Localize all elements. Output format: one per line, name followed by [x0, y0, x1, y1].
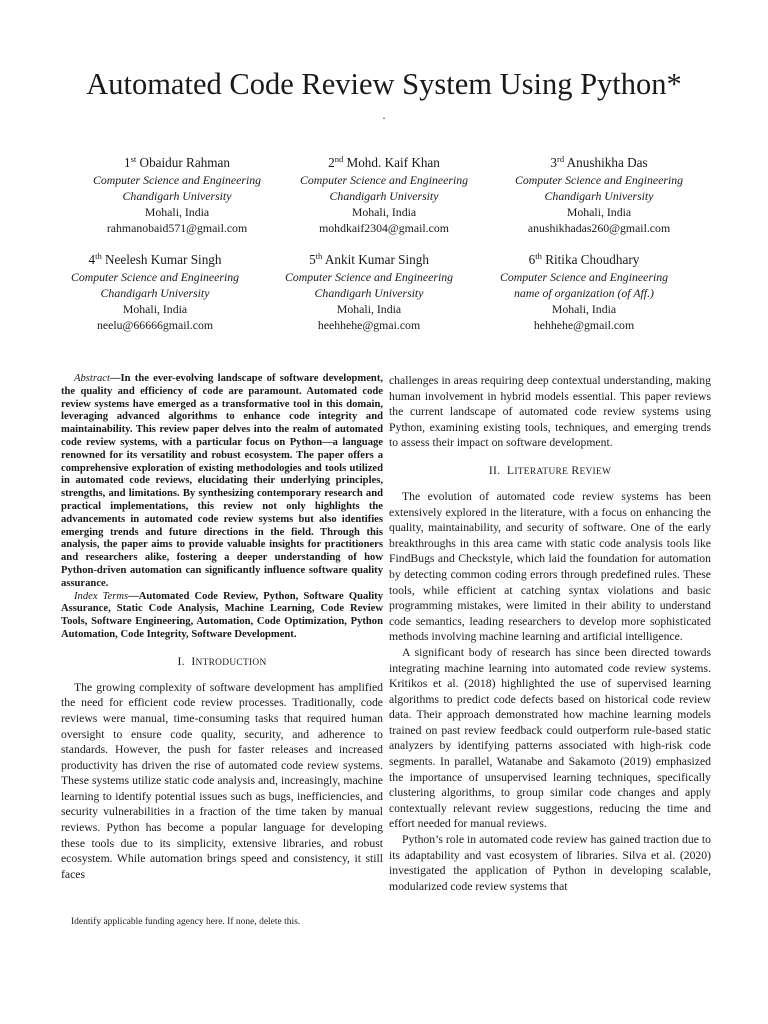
author-department: Computer Science and Engineering	[514, 173, 684, 187]
author-email: heehhehe@gmai.com	[317, 318, 421, 332]
literature-paragraph-1: The evolution of automated code review systems has been extensively explored in the literature, with a focus on enhancing the quality, maintainability, and security of software. One of the early breakthroughs in this area came with static code analysis tools like FindBugs and Checkstyle, which laid the foundation for automation by detecting common coding errors through predefined rules. These tools, while efficient at catching syntax violations and basic programming mistakes, were limited in their ability to understand code semantics, leading researchers to develop more sophisticated methods involving machine learning and artificial intelligence.	[389, 489, 711, 644]
abstract	[61, 373, 383, 591]
author-department: Computer Science and Engineering	[70, 270, 240, 284]
index-terms	[61, 591, 383, 642]
funding-footnote: Identify applicable funding agency here. If none, delete this.	[71, 917, 301, 927]
author-department: Computer Science and Engineering	[299, 173, 469, 187]
abstract-text: —In the ever-evolving landscape of software development, the quality and efficiency of code are paramount. Automated code review systems have emerged as a transformative tool in this domain, leveraging advanced algorithms to enhance code integrity and maintainability. This review paper delves into the realm of automated code review systems, with a particular focus on Python—a language renowned for its versatility and robust ecosystem. The paper offers a comprehensive exploration of existing methodologies and tools utilized in automated code reviews, elucidating their underlying principles, strengths, and limitations. By synthesizing contemporary research and practical implementations, this review not only highlights the advancements in automated code review systems but also identifies emerging trends and future directions in the field. Through this analysis, the paper aims to provide valuable insights for practitioners and researchers alike, fostering a deeper understanding of how Python-driven automation can significantly influence software quality assurance.	[61, 373, 383, 589]
author-department: Computer Science and Engineering	[499, 270, 669, 284]
left-column	[61, 373, 383, 882]
author-organization: Chandigarh University	[329, 189, 439, 203]
author-email: anushikhadas260@gmail.com	[527, 221, 671, 235]
author-6	[459, 251, 709, 333]
author-5	[244, 251, 494, 333]
title-footnote-mark: .	[382, 108, 386, 122]
author-location: Mohali, India	[566, 205, 632, 219]
section-heading-introduction: I. INTRODUCTION	[177, 654, 267, 668]
author-3	[474, 154, 724, 236]
author-name: 1st Obaidur Rahman	[123, 154, 231, 170]
introduction-paragraph: The growing complexity of software development has amplified the need for efficient code review processes. Traditionally, code reviews were manual, time-consuming tasks that required human oversight to ensure code quality, security, and adherence to standards. However, the push for faster releases and increased productivity has driven the rise of automated code review systems. These systems utilize static code analysis and, increasingly, machine learning to identify potential issues such as bugs, inefficiencies, and security vulnerabilities in a fraction of the time taken by manual reviews. Python has become a popular language for developing these tools due to its simplicity, extensive libraries, and robust ecosystem. While automation brings speed and consistency, it still faces	[61, 680, 383, 881]
index-terms-lead: Index Terms	[74, 590, 129, 602]
author-name: 4th Neelesh Kumar Singh	[88, 251, 222, 267]
author-location: Mohali, India	[351, 205, 417, 219]
author-email: mohdkaif2304@gmail.com	[319, 221, 449, 235]
author-email: neelu@66666gmail.com	[96, 318, 214, 332]
literature-paragraph-3: Python’s role in automated code review has gained traction due to its adaptability and vast ecosystem of libraries. Silva et al. (2020) investigated the application of Python in developing scalable, modularized code review systems that	[389, 833, 711, 893]
author-name: 6th Ritika Choudhary	[528, 251, 640, 267]
author-organization: Chandigarh University	[100, 286, 210, 300]
author-department: Computer Science and Engineering	[92, 173, 262, 187]
author-4	[30, 251, 280, 333]
author-email: rahmanobaid571@gmail.com	[106, 221, 248, 235]
introduction-continuation: challenges in areas requiring deep contextual understanding, making human involvement in hybrid models essential. This paper reviews the current landscape of automated code review systems using Python, examining existing tools, techniques, and emerging trends to assess their impact on software development.	[389, 374, 711, 450]
author-organization: Chandigarh University	[314, 286, 424, 300]
author-name: 5th Ankit Kumar Singh	[309, 251, 429, 267]
right-column	[389, 373, 711, 894]
author-organization: Chandigarh University	[122, 189, 232, 203]
author-name: 3rd Anushikha Das	[550, 154, 648, 170]
author-name: 2nd Mohd. Kaif Khan	[328, 154, 440, 170]
author-location: Mohali, India	[122, 302, 188, 316]
literature-paragraph-2: A significant body of research has since been directed towards integrating machine learning into automated code review systems. Kritikos et al. (2018) highlighted the use of supervised learning algorithms to predict code defects based on historical code review data. Their approach demonstrated how machine learning models trained on past review feedback could outperform rule-based static analyzers by identifying patterns associated with high-risk code segments. In parallel, Watanabe and Sakamoto (2019) emphasized the importance of unsupervised learning techniques, specifically clustering algorithms, to group similar code changes and apply contextually relevant review suggestions, reducing the time and effort needed for manual reviews.	[389, 645, 711, 831]
author-organization: name of organization (of Aff.)	[514, 286, 654, 300]
author-organization: Chandigarh University	[544, 189, 654, 203]
paper-title: Automated Code Review System Using Python*	[86, 67, 682, 101]
author-location: Mohali, India	[551, 302, 617, 316]
author-email: hehhehe@gmail.com	[533, 318, 635, 332]
author-2	[259, 154, 509, 236]
index-terms-text: —Automated Code Review, Python, Software Quality Assurance, Static Code Analysis, Machine Learning, Code Review Tools, Software Engineering, Automation, Code Optimization, Python Automation, Code Integrity, Software Development.	[61, 590, 383, 640]
author-location: Mohali, India	[144, 205, 210, 219]
section-heading-literature-review: II. LITERATURE REVIEW	[488, 463, 612, 477]
author-location: Mohali, India	[336, 302, 402, 316]
author-department: Computer Science and Engineering	[284, 270, 454, 284]
abstract-lead: Abstract	[74, 373, 110, 384]
